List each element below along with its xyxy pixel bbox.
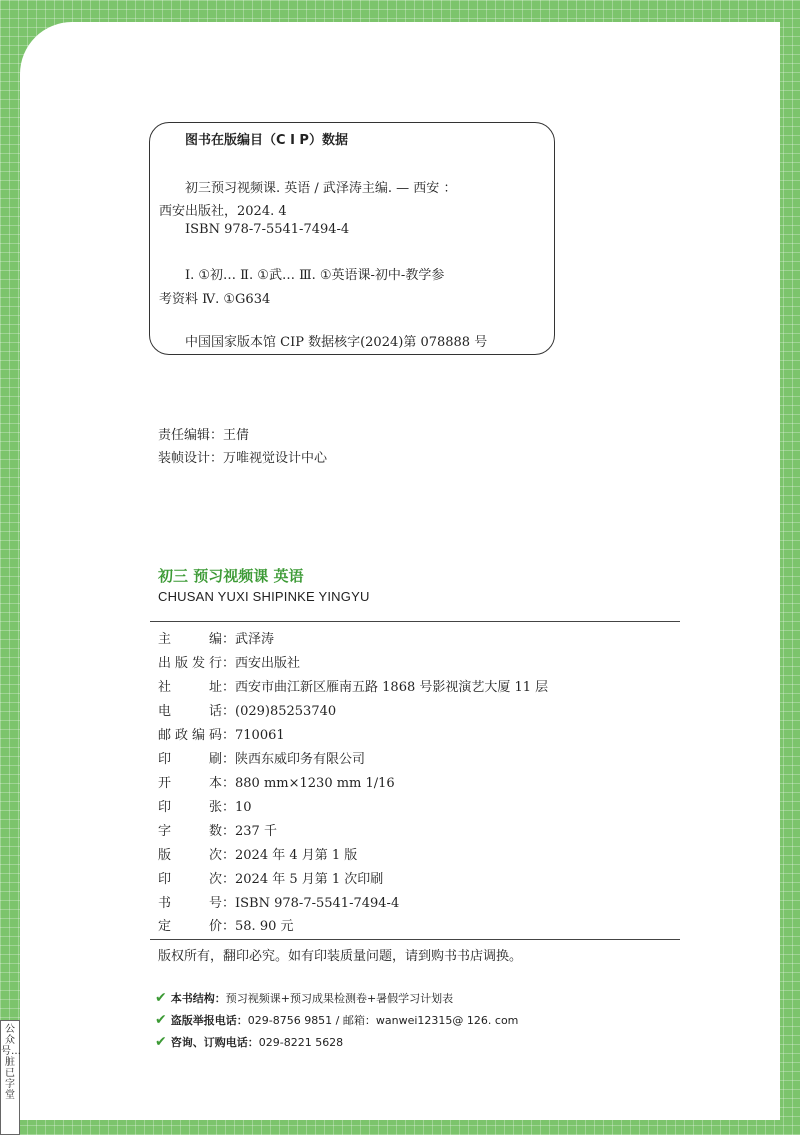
info-label: 字数 xyxy=(158,824,222,839)
info-label: 电话 xyxy=(158,704,222,719)
feature-structure xyxy=(155,990,453,1006)
info-row-publisher: 出版发行：西安出版社 xyxy=(158,652,300,671)
info-label: 主编 xyxy=(158,632,222,647)
cip-line-classification: Ⅰ. ①初… Ⅱ. ①武… Ⅲ. ①英语课-初中-教学参 xyxy=(185,268,445,283)
info-row-phone: 电话：(029)85253740 xyxy=(158,700,336,719)
cip-line-2: 西安出版社，2024. 4 xyxy=(159,204,287,219)
info-value: 710061 xyxy=(235,728,285,743)
info-value: 2024 年 4 月第 1 版 xyxy=(235,848,358,863)
info-row-price: 定价：58. 90 元 xyxy=(158,915,294,934)
info-row-editor: 主编：武泽涛 xyxy=(158,628,274,647)
info-value: 237 千 xyxy=(235,824,277,839)
info-row-printing: 印次：2024 年 5 月第 1 次印刷 xyxy=(158,868,383,887)
info-label: 印次 xyxy=(158,872,222,887)
info-row-word-count: 字数：237 千 xyxy=(158,820,277,839)
info-value: 西安出版社 xyxy=(235,656,301,671)
feature-label: 盗版举报电话： xyxy=(170,1014,248,1027)
info-value: 陕西东威印务有限公司 xyxy=(235,752,366,767)
info-row-sheets: 印张：10 xyxy=(158,796,252,815)
info-label: 开本 xyxy=(158,776,222,791)
info-label: 邮政编码 xyxy=(158,728,222,743)
check-icon: ✔ xyxy=(155,990,167,1006)
info-value: 58. 90 元 xyxy=(235,919,294,934)
check-icon: ✔ xyxy=(155,1012,167,1028)
info-value: 2024 年 5 月第 1 次印刷 xyxy=(235,872,384,887)
responsible-editor: 责任编辑：王倩 xyxy=(158,428,250,443)
side-watermark-strip: 公众号…脏已字堂 xyxy=(0,1020,20,1135)
copyright-notice: 版权所有，翻印必究。如有印装质量问题，请到购书书店调换。 xyxy=(158,949,523,964)
feature-order-phone xyxy=(155,1034,343,1050)
info-label: 版次 xyxy=(158,848,222,863)
feature-value: 029-8756 9851 / 邮箱：wanwei12315@ 126. com xyxy=(247,1014,519,1027)
info-label: 印刷 xyxy=(158,752,222,767)
info-value: 西安市曲江新区雁南五路 1868 号影视演艺大厦 11 层 xyxy=(235,680,549,695)
info-row-edition: 版次：2024 年 4 月第 1 版 xyxy=(158,844,357,863)
info-label: 定价 xyxy=(158,919,222,934)
info-label: 印张 xyxy=(158,800,222,815)
info-row-printer: 印刷：陕西东威印务有限公司 xyxy=(158,748,365,767)
info-row-address: 社址：西安市曲江新区雁南五路 1868 号影视演艺大厦 11 层 xyxy=(158,676,548,695)
cip-line-isbn: ISBN 978-7-5541-7494-4 xyxy=(185,222,350,237)
feature-label: 本书结构： xyxy=(170,992,226,1005)
cip-box xyxy=(149,122,555,355)
info-value: 880 mm×1230 mm 1/16 xyxy=(235,776,395,791)
feature-value: 029-8221 5628 xyxy=(258,1036,344,1049)
info-value: ISBN 978-7-5541-7494-4 xyxy=(235,896,400,911)
info-row-postcode: 邮政编码：710061 xyxy=(158,724,285,743)
book-subtitle: CHUSAN YUXI SHIPINKE YINGYU xyxy=(158,589,370,604)
book-title: 初三 预习视频课 英语 xyxy=(158,567,304,585)
info-label: 社址 xyxy=(158,680,222,695)
info-label: 书号 xyxy=(158,896,222,911)
info-label: 出版发行 xyxy=(158,656,222,671)
feature-value: 预习视频课+预习成果检测卷+暑假学习计划表 xyxy=(225,992,454,1005)
divider-bottom xyxy=(150,939,680,940)
info-value: 武泽涛 xyxy=(235,632,275,647)
info-value: 10 xyxy=(235,800,252,815)
cip-line-classification-cont: 考资料 Ⅳ. ①G634 xyxy=(159,292,271,307)
check-icon: ✔ xyxy=(155,1034,167,1050)
info-row-isbn: 书号：ISBN 978-7-5541-7494-4 xyxy=(158,892,399,911)
divider-top xyxy=(150,621,680,622)
info-value: (029)85253740 xyxy=(235,704,337,719)
cip-title: 图书在版编目（C I P）数据 xyxy=(185,133,348,148)
cip-line-record: 中国国家版本馆 CIP 数据核字(2024)第 078888 号 xyxy=(185,335,488,350)
cip-line-1: 初三预习视频课. 英语 / 武泽涛主编. — 西安 ： xyxy=(185,181,457,196)
feature-label: 咨询、订购电话： xyxy=(170,1036,259,1049)
cover-designer: 装帧设计：万唯视觉设计中心 xyxy=(158,451,328,466)
feature-piracy-report xyxy=(155,1012,518,1028)
info-row-format: 开本：880 mm×1230 mm 1/16 xyxy=(158,772,395,791)
